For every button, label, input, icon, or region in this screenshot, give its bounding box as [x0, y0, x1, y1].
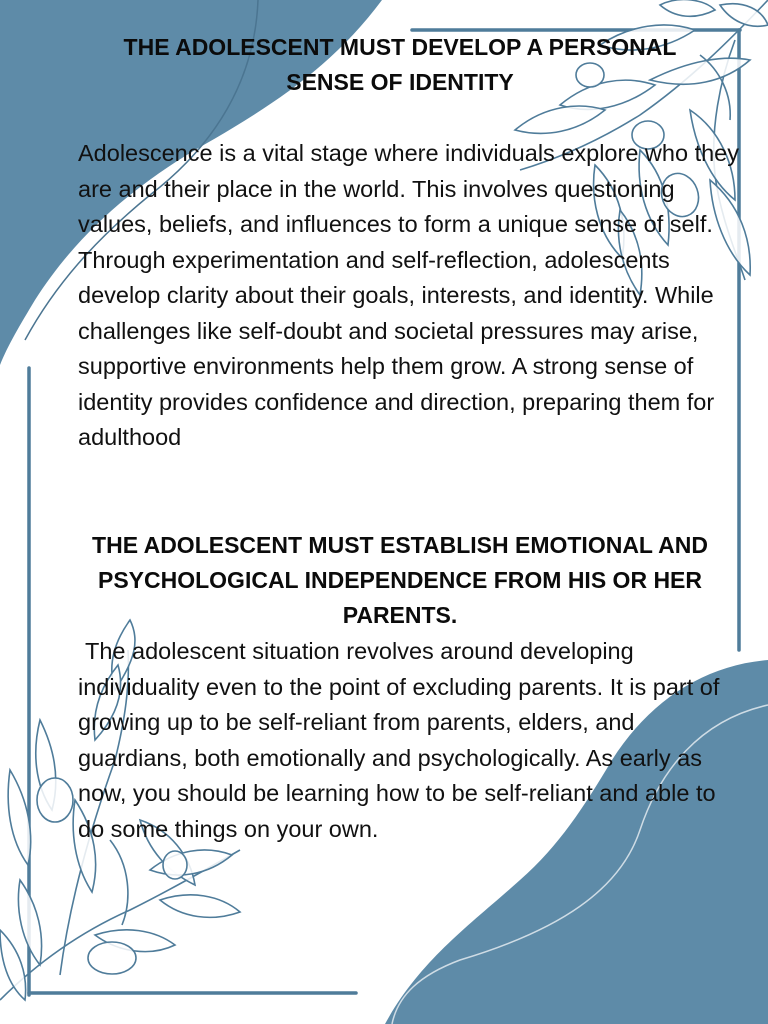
section-1-paragraph: Adolescence is a vital stage where individuals explore who they are and their place in the world. This involves questioning values, beliefs, and influences to form a unique sense of self. Through experimentation and self-reflection, adolescents develop clarity about their goals, interests, and identity. While challenges like self-doubt and societal pressures may arise, supportive environments help them grow. A strong sense of identity provides confidence and direction, preparing them for adulthood	[78, 140, 739, 450]
section-2-heading: THE ADOLESCENT MUST ESTABLISH EMOTIONAL AND PSYCHOLOGICAL INDEPENDENCE FROM HIS OR HER PARENTS.	[92, 532, 708, 628]
section-2-paragraph: The adolescent situation revolves around developing individuality even to the point of excluding parents. It is part of growing up to be self-reliant from parents, elders, and guardians, both emotionally and psychologically. As early as now, you should be learning how to be self-reliant and able to do some things on your own.	[78, 638, 720, 842]
section-1-heading: THE ADOLESCENT MUST DEVELOP A PERSONAL SENSE OF IDENTITY	[123, 34, 677, 95]
